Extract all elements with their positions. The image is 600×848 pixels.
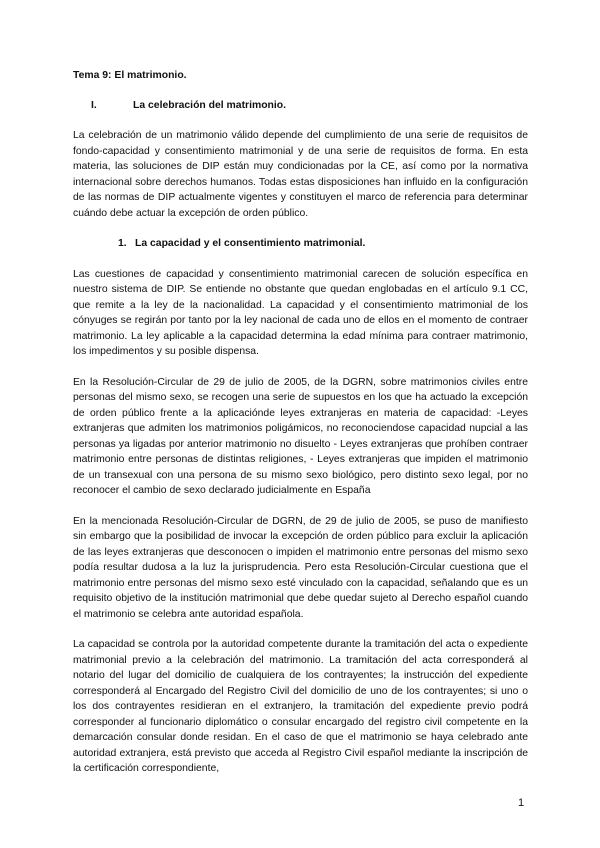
intro-paragraph: La celebración de un matrimonio válido depende del cumplimiento de una serie de requisitos de fondo-capacidad y consentimiento matrimonial y de una serie de requisitos de forma. En esta materia, las soluciones de DIP están muy condicionadas por la CE, así como por la normativa internacional sobre derechos humanos. Todas estas disposiciones han influido en la configuración de las normas de DIP actualmente vigentes y constituyen el marco de referencia para determinar cuándo debe actuar la excepción de orden público. bbox=[73, 130, 528, 219]
section-number: I. bbox=[91, 99, 97, 111]
page-content bbox=[73, 68, 528, 792]
subsection-title: La capacidad y el consentimiento matrimonial. bbox=[135, 238, 366, 249]
document-title: Tema 9: El matrimonio. bbox=[73, 70, 187, 81]
body-paragraph: En la mencionada Resolución-Circular de DGRN, de 29 de julio de 2005, se puso de manifiesto sin embargo que la posibilidad de invocar la excepción de orden público para excluir la aplicación de las leyes extranjeras que desconocen o impiden el matrimonio entre personas del mismo sexo podía resultar dudosa a la luz la jurisprudencia. Pero esta Resolución-Circular cuestiona que el matrimonio entre personas del mismo sexo esté vinculado con la capacidad, señalando que es un requisito objetivo de la institución matrimonial que debe quedar sujeto al Derecho español cuando el matrimonio se celebra ante autoridad española. bbox=[73, 515, 528, 620]
page-number: 1 bbox=[518, 797, 525, 809]
body-paragraph: La capacidad se controla por la autoridad competente durante la tramitación del acta o expediente matrimonial previo a la celebración del matrimonio. La tramitación del acta corresponderá al notario del lugar del domicilio de cualquiera de los contrayentes; la instrucción del expediente corresponderá al Encargado del Registro Civil del domicilio de uno de los contrayentes; si uno o los dos contrayentes residieran en el extranjero, la tramitación del expediente previo podrá corresponder al funcionario diplomático o consular encargado del registro civil competente en la demarcación consular donde residan. En el caso de que el matrimonio se haya celebrado ante autoridad extranjera, está previsto que acceda al Registro Civil español mediante la inscripción de la certificación correspondiente, bbox=[73, 639, 528, 774]
subsection-number: 1. bbox=[118, 238, 127, 249]
section-heading bbox=[73, 98, 528, 114]
subsection-heading bbox=[73, 236, 528, 252]
section-title: La celebración del matrimonio. bbox=[133, 99, 287, 111]
body-paragraph: En la Resolución-Circular de 29 de julio de 2005, de la DGRN, sobre matrimonios civiles entre personas del mismo sexo, se recogen una serie de supuestos en los que ha actuado la excepción de orden público frente a la aplicaciónde leyes extranjeras en materia de capacidad: -Leyes extranjeras que admiten los matrimonios poligámicos, no reconociendose capacidad nupcial a las personas ya ligadas por anterior matrimonio no disuelto - Leyes extranjeras que prohíben contraer matrimonio entre personas de distintas religiones, - Leyes extranjeras que impiden el matrimonio de un transexual con una persona de su mismo sexo biológico, pero distinto sexo legal, por no reconocer el cambio de sexo declarado judicialmente en España bbox=[73, 376, 528, 496]
body-paragraph: Las cuestiones de capacidad y consentimiento matrimonial carecen de solución específica en nuestro sistema de DIP. Se entiende no obstante que quedan englobadas en el artículo 9.1 CC, que remite a la ley de la nacionalidad. La capacidad y el consentimiento matrimonial de los cónyuges se regirán por tanto por la ley nacional de cada uno de ellos en el momento de contraer matrimonio. La ley aplicable a la capacidad determina la edad mínima para contraer matrimonio, los impedimentos y su posible dispensa. bbox=[73, 268, 528, 357]
